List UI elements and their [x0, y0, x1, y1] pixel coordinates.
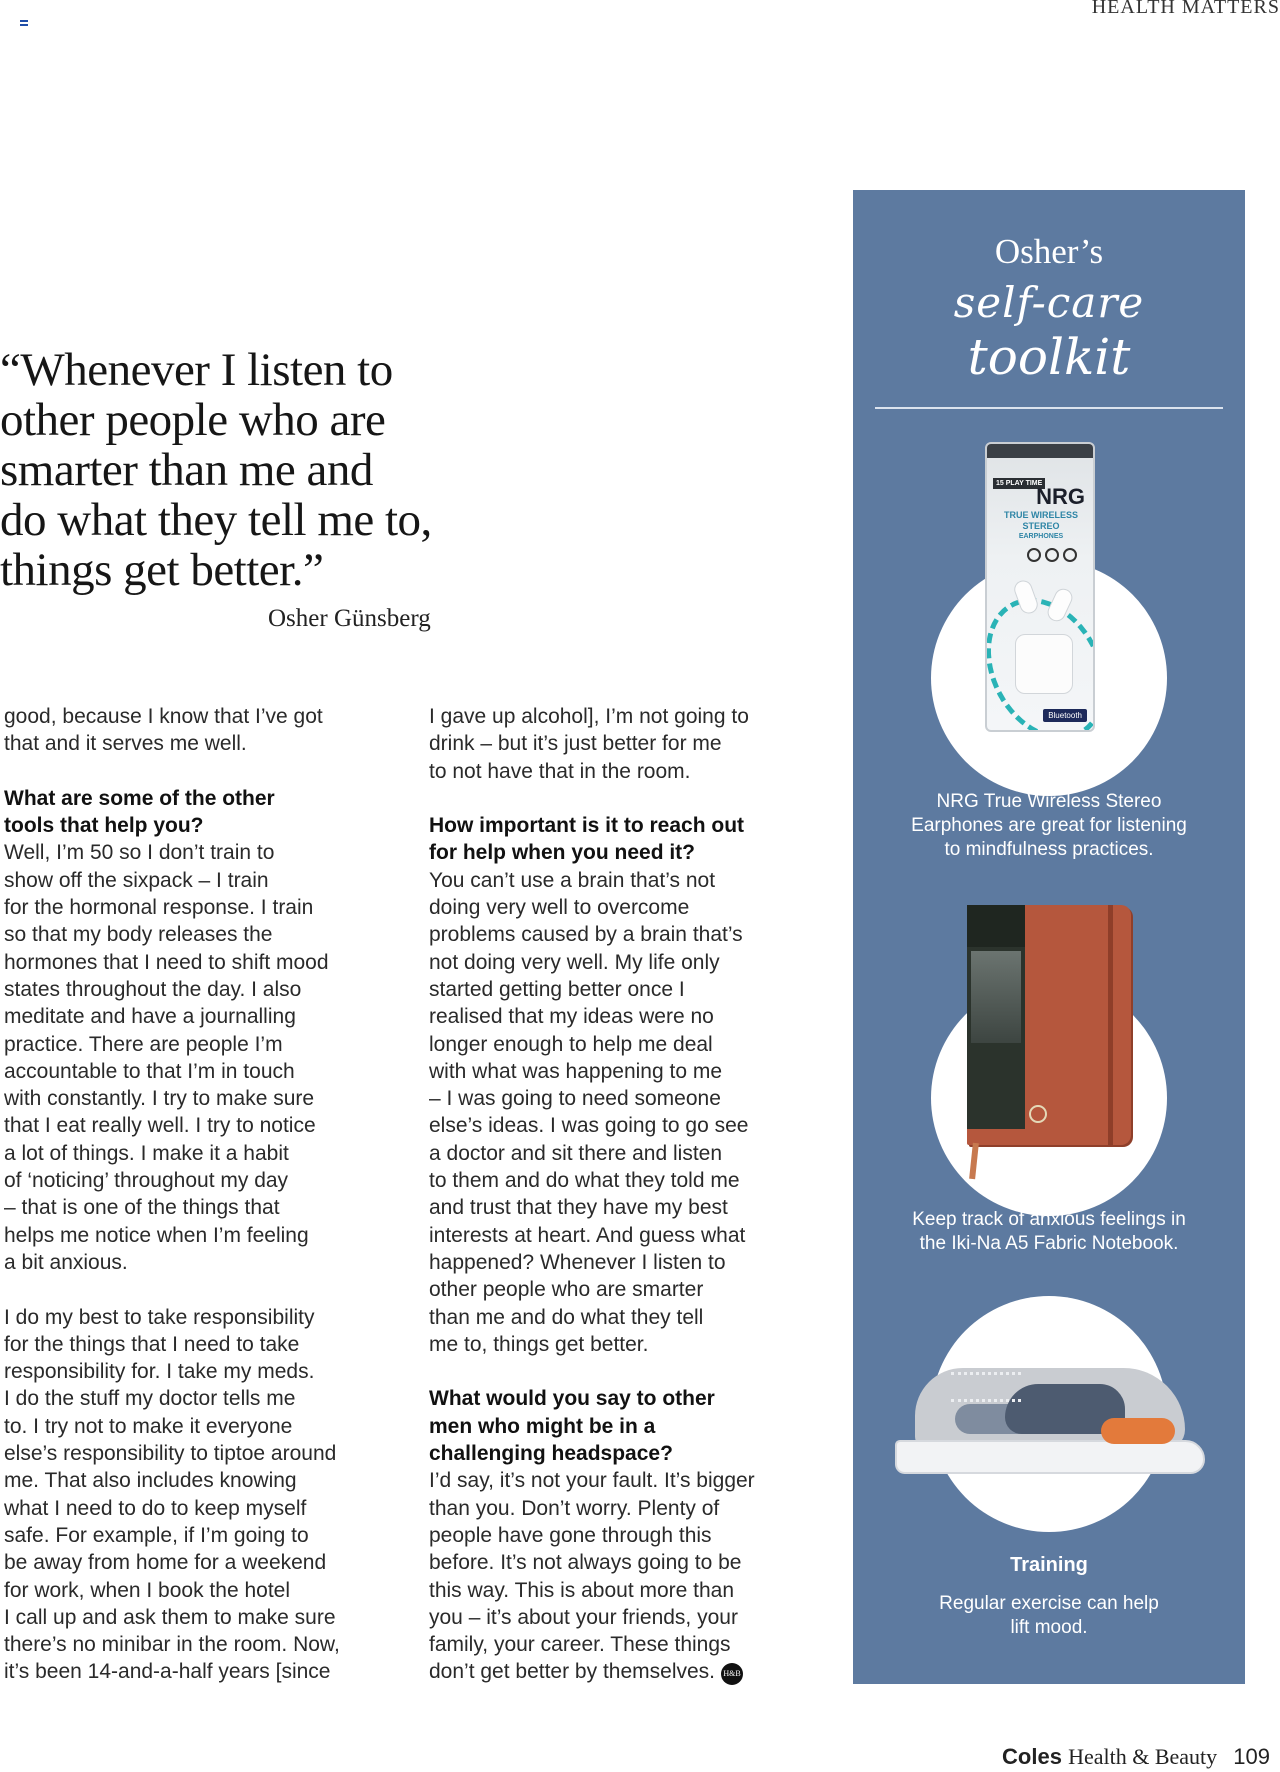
- body-line: and trust that they have my best: [429, 1196, 728, 1220]
- item-description-line: NRG True Wireless Stereo: [936, 791, 1162, 812]
- quote-attribution: Osher Günsberg: [268, 605, 431, 632]
- end-mark-icon: H&B: [721, 1663, 743, 1685]
- body-line: interests at heart. And guess what: [429, 1223, 746, 1247]
- question-line: challenging headspace?: [429, 1442, 673, 1466]
- body-line: for work, when I book the hotel: [4, 1578, 290, 1602]
- item-description: [873, 1592, 1225, 1640]
- body-line: I call up and ask them to make sure: [4, 1605, 336, 1629]
- body-line: show off the sixpack – I train: [4, 868, 269, 892]
- body-line: there’s no minibar in the room. Now,: [4, 1633, 340, 1657]
- body-line: started getting better once I: [429, 977, 685, 1001]
- pull-quote: [0, 345, 480, 595]
- body-line: for the things that I need to take: [4, 1332, 300, 1356]
- body-line: – I was going to need someone: [429, 1087, 721, 1111]
- item-description-line: to mindfulness practices.: [944, 839, 1154, 860]
- body-line: safe. For example, if I’m going to: [4, 1523, 309, 1547]
- body-line: responsibility for. I take my meds.: [4, 1360, 315, 1384]
- item-description: [873, 790, 1225, 862]
- body-line: You can’t use a brain that’s not: [429, 868, 716, 892]
- body-line: with what was happening to me: [429, 1059, 723, 1083]
- pull-quote-line: things get better.”: [0, 544, 324, 596]
- body-line: hormones that I need to shift mood: [4, 950, 329, 974]
- body-line: this way. This is about more than: [429, 1578, 735, 1602]
- pull-quote-line: do what they tell me to,: [0, 494, 432, 546]
- toolkit-script-line: toolkit: [967, 328, 1131, 386]
- body-line: I’d say, it’s not your fault. It’s bigger: [429, 1469, 755, 1493]
- body-line: it’s been 14-and-a-half years [since: [4, 1660, 331, 1684]
- body-line: states throughout the day. I also: [4, 977, 302, 1001]
- body-line: – that is one of the things that: [4, 1196, 280, 1220]
- question-line: tools that help you?: [4, 814, 204, 838]
- body-line: of ‘noticing’ throughout my day: [4, 1169, 289, 1193]
- body-line: people have gone through this: [429, 1523, 712, 1547]
- body-line: problems caused by a brain that’s: [429, 923, 743, 947]
- play-time-tag: 15 PLAY TIME: [993, 478, 1045, 489]
- package-line: EARPHONES: [1018, 533, 1064, 540]
- item-category: Mindfulness: [990, 752, 1108, 774]
- body-line: what I need to do to keep myself: [4, 1496, 307, 1520]
- question-line: How important is it to reach out: [429, 814, 745, 838]
- item-category: Training: [1010, 1554, 1088, 1576]
- sneaker-product-image: [895, 1358, 1215, 1488]
- item-description-line: the Iki-Na A5 Fabric Notebook.: [919, 1233, 1179, 1254]
- body-line: be away from home for a weekend: [4, 1551, 327, 1575]
- page-number: 109: [1233, 1744, 1270, 1769]
- item-description-line: Earphones are great for listening: [911, 815, 1187, 836]
- feature-icons: [1027, 548, 1087, 564]
- body-line: to not have that in the room.: [429, 759, 691, 783]
- corner-mark: [20, 20, 28, 26]
- body-line: good, because I know that I’ve got: [4, 705, 323, 728]
- item-description-line: lift mood.: [1010, 1617, 1088, 1638]
- notebook-product-image: [967, 905, 1131, 1145]
- body-line: me to, things get better.: [429, 1332, 649, 1356]
- body-line: practice. There are people I’m: [4, 1032, 283, 1056]
- item-description: [873, 1208, 1225, 1256]
- body-line: doing very well to overcome: [429, 896, 690, 920]
- body-line: other people who are smarter: [429, 1278, 704, 1302]
- article-column-2: [429, 703, 829, 1686]
- body-line: before. It’s not always going to be: [429, 1551, 742, 1575]
- toolkit-script-line: self-care: [953, 278, 1145, 327]
- body-line: accountable to that I’m in touch: [4, 1059, 295, 1083]
- toolkit-divider: [875, 407, 1223, 409]
- body-line: me. That also includes knowing: [4, 1469, 297, 1493]
- body-line-text: don’t get better by themselves.: [429, 1660, 715, 1684]
- body-line: helps me notice when I’m feeling: [4, 1223, 309, 1247]
- charging-case: [1015, 634, 1073, 694]
- body-line: drink – but it’s just better for me: [429, 732, 722, 756]
- article-column-1: [4, 703, 414, 1686]
- body-line: I do the stuff my doctor tells me: [4, 1387, 296, 1411]
- body-line: not doing very well. My life only: [429, 950, 720, 974]
- question-line: men who might be in a: [429, 1414, 656, 1438]
- body-line: [429, 1658, 829, 1685]
- body-line: you – it’s about your friends, your: [429, 1605, 738, 1629]
- body-line: family, your career. These things: [429, 1633, 731, 1657]
- pull-quote-line: “Whenever I listen to: [0, 344, 393, 396]
- body-line: Well, I’m 50 so I don’t train to: [4, 841, 275, 865]
- question-line: What are some of the other: [4, 786, 275, 810]
- question-line: What would you say to other: [429, 1387, 715, 1411]
- body-line: longer enough to help me deal: [429, 1032, 713, 1056]
- body-line: happened? Whenever I listen to: [429, 1250, 726, 1274]
- item-description-line: Regular exercise can help: [939, 1593, 1159, 1614]
- body-line: that and it serves me well.: [4, 732, 247, 756]
- item-category: Journalling: [995, 1170, 1103, 1192]
- package-line: TRUE WIRELESS: [1003, 510, 1078, 520]
- body-line: than you. Don’t worry. Plenty of: [429, 1496, 720, 1520]
- self-care-toolkit-panel: [853, 190, 1245, 1684]
- item-description-line: Keep track of anxious feelings in: [912, 1209, 1186, 1230]
- body-line: else’s responsibility to tiptoe around: [4, 1442, 337, 1466]
- body-line: than me and do what they tell: [429, 1305, 704, 1329]
- body-line: to them and do what they told me: [429, 1169, 740, 1193]
- body-line: so that my body releases the: [4, 923, 273, 947]
- body-line: that I eat really well. I try to notice: [4, 1114, 316, 1138]
- earphones-product-image: [985, 442, 1095, 732]
- body-line: for the hormonal response. I train: [4, 896, 314, 920]
- package-line: STEREO: [1022, 521, 1060, 531]
- toolkit-title: Osher’s: [994, 232, 1104, 271]
- body-line: a lot of things. I make it a habit: [4, 1141, 289, 1165]
- body-line: I do my best to take responsibility: [4, 1305, 315, 1329]
- footer-brand: Coles: [1002, 1744, 1062, 1769]
- footer-magazine: Health & Beauty: [1068, 1744, 1218, 1769]
- pull-quote-line: smarter than me and: [0, 444, 373, 496]
- body-line: else’s ideas. I was going to go see: [429, 1114, 749, 1138]
- body-line: a bit anxious.: [4, 1250, 128, 1274]
- page-footer: [1002, 1744, 1270, 1770]
- pull-quote-line: other people who are: [0, 394, 386, 446]
- body-line: to. I try not to make it everyone: [4, 1414, 293, 1438]
- body-line: realised that my ideas were no: [429, 1005, 714, 1029]
- body-line: a doctor and sit there and listen: [429, 1141, 723, 1165]
- product-brand: NRG: [1036, 484, 1085, 509]
- bluetooth-badge: Bluetooth: [1043, 709, 1087, 722]
- question-line: for help when you need it?: [429, 841, 696, 865]
- body-line: with constantly. I try to make sure: [4, 1087, 315, 1111]
- body-line: I gave up alcohol], I’m not going to: [429, 705, 749, 728]
- body-line: meditate and have a journalling: [4, 1005, 296, 1029]
- section-header: HEALTH MATTERS: [1091, 0, 1280, 18]
